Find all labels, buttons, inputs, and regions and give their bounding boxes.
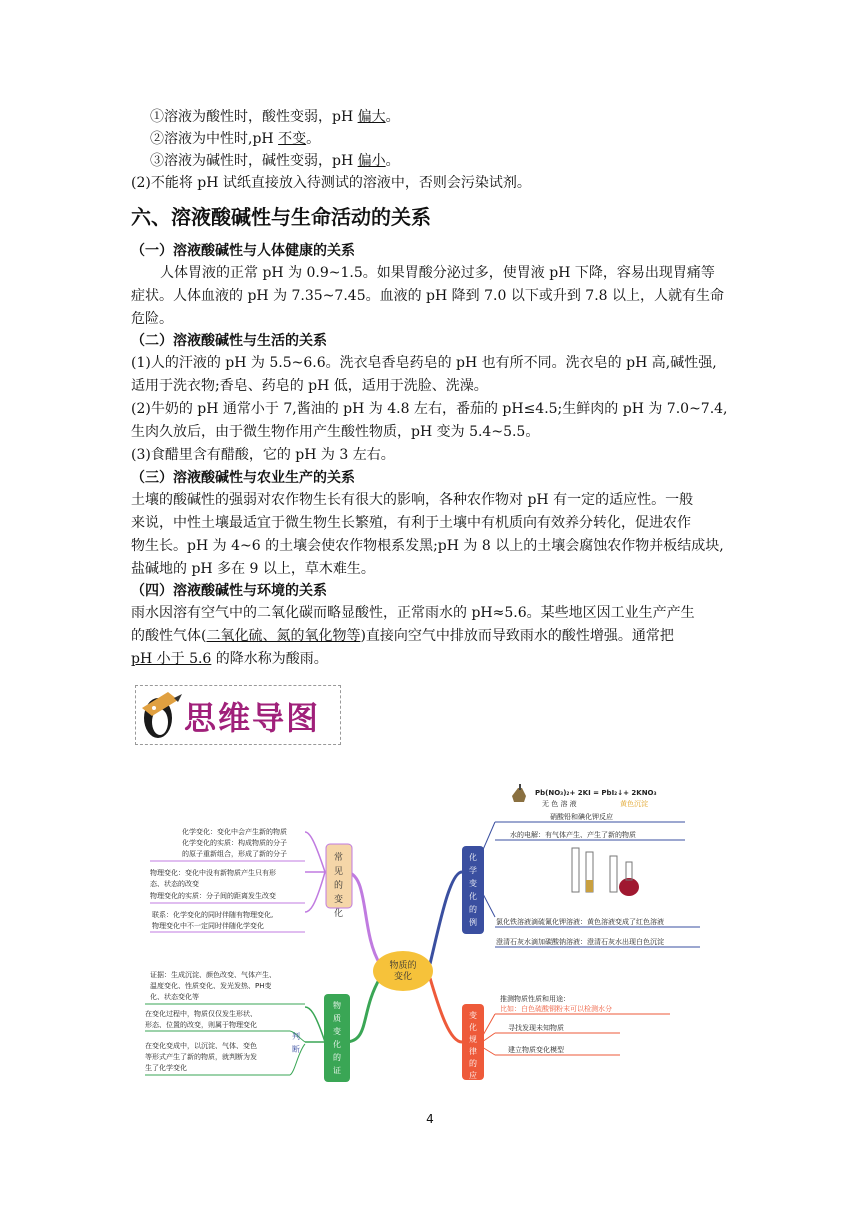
- list-item-acidic: [150, 106, 400, 128]
- mindmap-banner: [135, 685, 341, 745]
- underlined-answer: 二氧化硫、氮的氧化物等: [206, 628, 361, 644]
- equation-sub: 无 色 溶 液: [542, 800, 577, 808]
- paragraph-line: 盐碱地的 pH 多在 9 以上，草木难生。: [131, 561, 375, 577]
- center-node-label: 物质的变化: [389, 961, 417, 982]
- paragraph-line: 物生长。pH 为 4~6 的土壤会使农作物根系发黑;pH 为 8 以上的土壤会腐蚀农作物并板结成块,: [131, 538, 724, 554]
- subsection-title-environment: （四）溶液酸碱性与环境的关系: [131, 583, 327, 599]
- leaf-chemical-judge: 在变化变成中，以沉淀、气体、变色 等形式产生了新的物质，就判断为发 生了化学变化: [145, 1042, 257, 1072]
- underlined-answer: 偏小: [357, 153, 386, 169]
- node-chemical-examples-label: 化学变化的例: [469, 853, 477, 927]
- text: ①溶液为酸性时，酸性变弱，pH: [150, 109, 358, 125]
- connector: [430, 978, 462, 1042]
- paragraph-line: 症状。人体血液的 pH 为 7.35~7.45。血液的 pH 降到 7.0 以下或升到 7.8 以上，人就有生命: [131, 288, 724, 304]
- text: 。: [385, 153, 400, 169]
- connector: [345, 978, 380, 1042]
- connector: [430, 872, 462, 964]
- leaf-electrolysis: 水的电解：有气体产生、产生了新的物质: [510, 831, 636, 839]
- equation: Pb(NO₃)₂+ 2KI = PbI₂↓+ 2KNO₃: [535, 789, 657, 797]
- paragraph-line: 生肉久放后，由于微生物作用产生酸性物质，pH 变为 5.4~5.5。: [131, 424, 540, 440]
- leaf-chemical-change: 化学变化：变化中会产生新的物质 化学变化的实质：构成物质的分子 的原子重新组合，形成了新的分子: [182, 828, 287, 858]
- test-tube-illustration: [572, 848, 639, 896]
- leaf-predict-example: 比如：白色硫酸铜粉末可以检测水分: [500, 1005, 612, 1013]
- text: 的降水称为酸雨。: [211, 651, 328, 667]
- paragraph-line: 土壤的酸碱性的强弱对农作物生长有很大的影响，各种农作物对 pH 有一定的适应性。一般: [131, 492, 694, 508]
- node-common-changes-label: 常见的变化: [334, 853, 344, 919]
- leaf-iron-thiocyanate: 氯化铁溶液滴硫氰化钾溶液：黄色溶液变成了红色溶液: [496, 918, 664, 926]
- text: 。: [306, 131, 321, 147]
- judge-label: 判断: [292, 1032, 300, 1054]
- text: 的酸性气体(: [131, 628, 207, 644]
- leaf-model: 建立物质变化模型: [508, 1046, 564, 1054]
- penguin-pencil-icon: [138, 688, 182, 742]
- node-application-label: 变化规律的应: [469, 1011, 477, 1080]
- mindmap-diagram: [140, 782, 710, 1082]
- subsection-title-life: （二）溶液酸碱性与生活的关系: [131, 333, 327, 349]
- paragraph-line: 人体胃液的正常 pH 为 0.9~1.5。如果胃酸分泌过多，使胃液 pH 下降，容易出现胃痛等: [160, 265, 715, 281]
- underlined-answer: pH 小于 5.6: [131, 651, 212, 667]
- leaf-physical-judge: 在变化过程中，物质仅仅发生形状、 形态、位置的改变，则属于物理变化: [145, 1010, 257, 1029]
- paragraph-line: [131, 625, 674, 647]
- text: ③溶液为碱性时，碱性变弱，pH: [150, 153, 358, 169]
- leaf-physical-change: 物理变化：变化中没有新物质产生只有形 态、状态的改变 物理变化的实质：分子间的距离发生改变: [150, 869, 276, 900]
- subsection-title-health: （一）溶液酸碱性与人体健康的关系: [131, 243, 355, 259]
- paragraph-line: 雨水因溶有空气中的二氧化碳而略显酸性，正常雨水的 pH≈5.6。某些地区因工业生产产生: [131, 605, 695, 621]
- list-item-neutral: [150, 128, 320, 150]
- node-evidence-label: 物质变化的证: [333, 1001, 341, 1075]
- list-item-basic: [150, 150, 400, 172]
- leaf-reaction: 硝酸铅和碘化钾反应: [550, 813, 613, 821]
- banner-title: 思维导图: [184, 699, 321, 737]
- paragraph-line: (3)食醋里含有醋酸，它的 pH 为 3 左右。: [131, 447, 395, 463]
- text: )直接向空气中排放而导致雨水的酸性增强。通常把: [360, 628, 674, 644]
- leaf-evidence: 证据：生成沉淀、颜色改变、气体产生、 温度变化、性质变化、发光发热、PH变 化、状态变化等: [150, 971, 276, 1001]
- text: 。: [385, 109, 400, 125]
- leaf-relation: 联系：化学变化的同时伴随有物理变化, 物理变化中不一定同时伴随化学变化: [152, 911, 274, 930]
- note-ph-paper: (2)不能将 pH 试纸直接放入待测试的溶液中，否则会污染试剂。: [131, 175, 531, 191]
- flask-icon: [512, 784, 526, 802]
- subsection-title-agriculture: （三）溶液酸碱性与农业生产的关系: [131, 470, 355, 486]
- underlined-answer: 偏大: [357, 109, 386, 125]
- leaf-limewater: 澄清石灰水滴加碳酸钠溶液：澄清石灰水出现白色沉淀: [496, 938, 664, 946]
- leaf-predict: 推测物质性质和用途：: [500, 995, 570, 1003]
- leaf-discover: 寻找发现未知物质: [508, 1024, 564, 1032]
- center-node: [373, 951, 433, 991]
- text: ②溶液为中性时,pH: [150, 131, 279, 147]
- paragraph-line: 危险。: [131, 311, 173, 327]
- paragraph-line: (2)牛奶的 pH 通常小于 7,酱油的 pH 为 4.8 左右，番茄的 pH≤4.5;生鲜肉的 pH 为 7.0~7.4,: [131, 401, 728, 417]
- paragraph-line: [131, 648, 328, 670]
- paragraph-line: 来说，中性土壤最适宜于微生物生长繁殖，有利于土壤中有机质向有效养分转化，促进农作: [131, 515, 691, 531]
- underlined-answer: 不变: [278, 131, 307, 147]
- paragraph-line: (1)人的汗液的 pH 为 5.5~6.6。洗衣皂香皂药皂的 pH 也有所不同。洗衣皂的 pH 高,碱性强,: [131, 355, 717, 371]
- paragraph-line: 适用于洗衣物;香皂、药皂的 pH 低，适用于洗脸、洗澡。: [131, 378, 488, 394]
- page-number: 4: [426, 1112, 434, 1126]
- section-title: 六、溶液酸碱性与生命活动的关系: [131, 205, 431, 229]
- equation-sub2: 黄色沉淀: [620, 800, 648, 808]
